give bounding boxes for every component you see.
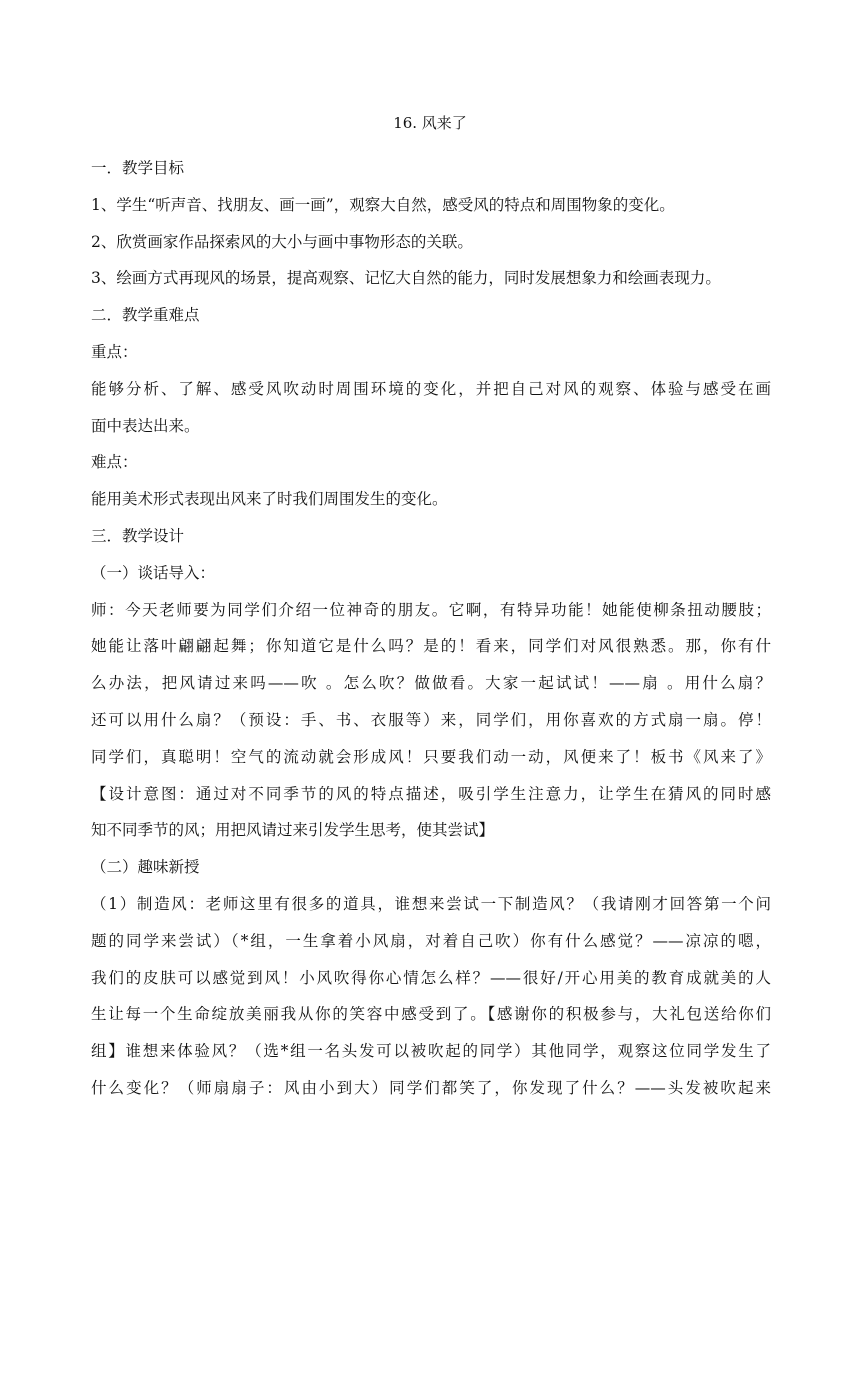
document-body [91,150,771,1107]
paragraph-line: 面中表达出来。 [91,416,200,435]
subsection-heading-new-lesson: （二）趣味新授 [91,858,200,877]
design-intent-line: 【设计意图：通过对不同季节的风的特点描述，吸引学生注意力，让学生在猜风的同时感 [91,784,771,803]
document-title: 16. 风来了 [393,114,467,132]
paragraph-line: 么办法，把风请过来吗——吹 。怎么吹？做做看。大家一起试试！——扇 。用什么扇？ [91,674,771,693]
difficulty-label: 难点： [91,453,138,472]
section-heading-key-points: 二．教学重难点 [91,306,200,325]
design-intent-line: 知不同季节的风；用把风请过来引发学生思考，使其尝试】 [91,821,495,840]
paragraph-line: 什么变化？（师扇扇子：风由小到大）同学们都笑了，你发现了什么？——头发被吹起来 [91,1078,771,1097]
key-point-label: 重点： [91,342,138,361]
objective-3: 3、绘画方式再现风的场景，提高观察、记忆大自然的能力，同时发展想象力和绘画表现力。 [91,269,721,288]
paragraph-line: 题的同学来尝试）（*组，一生拿着小风扇，对着自己吹）你有什么感觉？——凉凉的嗯， [91,931,771,950]
paragraph-line: 还可以用什么扇？（预设：手、书、衣服等）来，同学们，用你喜欢的方式扇一扇。停！ [91,710,771,729]
paragraph-line: 师：今天老师要为同学们介绍一位神奇的朋友。它啊，有特异功能！她能使柳条扭动腰肢； [91,600,771,619]
paragraph-line: （1）制造风：老师这里有很多的道具，谁想来尝试一下制造风？（我请刚才回答第一个问 [91,894,771,913]
paragraph-line: 能够分析、了解、感受风吹动时周围环境的变化，并把自己对风的观察、体验与感受在画 [91,379,771,398]
paragraph-line: 能用美术形式表现出风来了时我们周围发生的变化。 [91,490,448,509]
subsection-heading-intro: （一）谈话导入： [91,563,216,582]
objective-1: 1、学生“听声音、找朋友、画一画”，观察大自然，感受风的特点和周围物象的变化。 [91,195,675,214]
paragraph-line: 组】谁想来体验风？（选*组一名头发可以被吹起的同学）其他同学，观察这位同学发生了 [91,1042,771,1061]
paragraph-line: 她能让落叶翩翩起舞；你知道它是什么吗？是的！看来，同学们对风很熟悉。那，你有什 [91,637,771,656]
section-heading-objectives: 一．教学目标 [91,159,185,177]
objective-2: 2、欣赏画家作品探索风的大小与画中事物形态的关联。 [91,232,473,251]
paragraph-line: 我们的皮肤可以感觉到风！小风吹得你心情怎么样？——很好/开心用美的教育成就美的人 [91,968,771,987]
paragraph-line: 生让每一个生命绽放美丽我从你的笑容中感受到了。【感谢你的积极参与，大礼包送给你们 [91,1005,771,1024]
paragraph-line: 同学们，真聪明！空气的流动就会形成风！只要我们动一动，风便来了！板书《风来了》 [91,747,771,766]
section-heading-design: 三．教学设计 [91,526,185,545]
